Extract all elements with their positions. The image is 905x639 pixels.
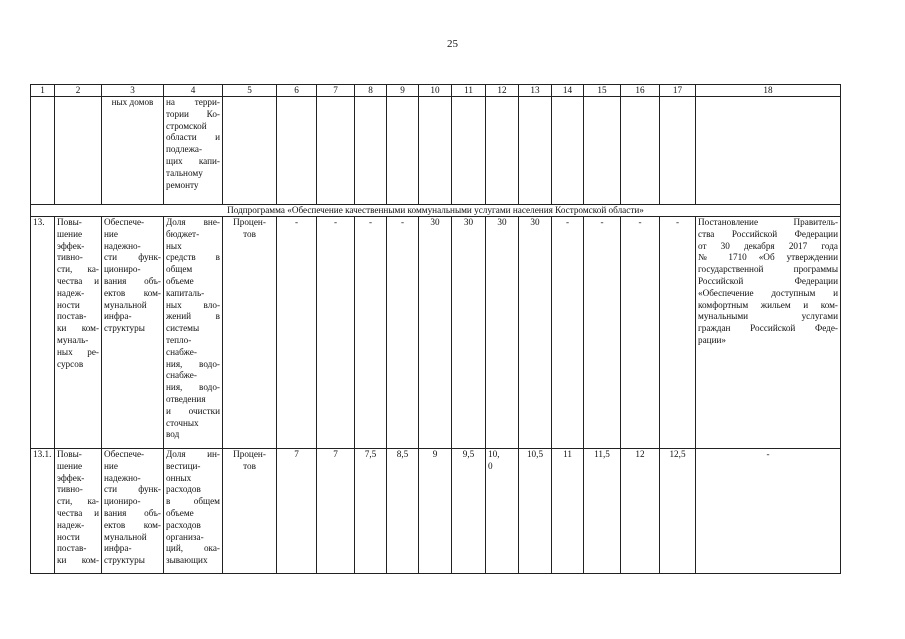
text-line: сти, ка-: [57, 264, 99, 275]
text-line: инфра-: [104, 543, 132, 554]
text-line: -: [766, 449, 770, 459]
text-line: щих капи-: [166, 155, 220, 166]
text-line: расходов: [166, 519, 201, 530]
text-line: ства Российской Федерации: [698, 228, 838, 239]
text-line: Обеспече-: [104, 217, 145, 227]
text-line: Российской Федерации: [698, 275, 838, 286]
text-line: мунальной: [104, 531, 147, 542]
text-line: рации»: [698, 334, 727, 345]
value-text: 0: [488, 460, 493, 471]
text-line: общем: [166, 264, 193, 275]
text-line: ки ком-: [57, 555, 99, 566]
value-cell: [355, 449, 387, 574]
text-line: чества и: [57, 275, 99, 286]
text-line: ности: [57, 299, 80, 310]
indicators-table: [30, 84, 841, 574]
column-number-13: 13: [519, 85, 552, 97]
text-line: мунальными услугами: [698, 311, 838, 322]
value-cell: [621, 217, 660, 449]
text-line: ния, водо-: [166, 358, 220, 369]
text-line: на терри-: [166, 97, 220, 107]
text-line: объеме: [166, 275, 194, 286]
text-line: вания объ-: [104, 507, 161, 518]
value-text: 30: [497, 217, 507, 227]
text-line: капиталь-: [166, 287, 205, 298]
text-line: ектов ком-: [104, 287, 161, 298]
text-line: жений в: [166, 311, 220, 322]
subprogram-title: Подпрограмма «Обеспечение качественными коммунальными услугами населения Костромской области»: [31, 205, 841, 217]
column-number-9: 9: [387, 85, 419, 97]
text-line: в общем: [166, 496, 220, 507]
text-line: зывающих: [166, 555, 208, 566]
value-text: -: [565, 217, 570, 227]
text-line: сурсов: [57, 358, 84, 369]
text-line: чества и: [57, 507, 99, 518]
continuation-object-cell: [102, 97, 164, 205]
text-line: государственной программы: [698, 264, 838, 275]
value-cell: [660, 217, 696, 449]
text-line: эффек-: [57, 240, 85, 251]
value-cell: [387, 217, 419, 449]
value-cell: [317, 449, 355, 574]
text-line: инфра-: [104, 311, 132, 322]
text-line: сти функ-: [104, 484, 161, 495]
text-line: тивно-: [57, 484, 83, 495]
text-line: Доля вне-: [166, 217, 220, 227]
text-line: эффек-: [57, 472, 85, 483]
text-line: Процен-: [233, 449, 266, 459]
text-line: подлежа-: [166, 144, 203, 155]
indicator-row-13: [31, 217, 841, 449]
value-text: -: [675, 217, 680, 227]
column-number-14: 14: [552, 85, 584, 97]
value-cell: [519, 449, 552, 574]
task-cell: [102, 449, 164, 574]
value-cell: [419, 217, 452, 449]
column-number-3: 3: [102, 85, 164, 97]
column-number-8: 8: [355, 85, 387, 97]
goal-cell: [55, 217, 102, 449]
text-line: структуры: [104, 323, 145, 334]
continuation-indicator-cell: [164, 97, 223, 205]
value-text: 12: [635, 449, 645, 459]
text-line: онных: [166, 472, 192, 483]
column-number-5: 5: [223, 85, 277, 97]
text-line: сточных: [166, 417, 199, 428]
text-line: тальному: [166, 167, 203, 178]
value-cell: [419, 449, 452, 574]
value-text: 9,5: [462, 449, 475, 459]
source-cell: [696, 217, 841, 449]
column-number-1: 1: [31, 85, 55, 97]
column-number-16: 16: [621, 85, 660, 97]
text-line: № 1710 «Об утверждении: [698, 252, 838, 263]
value-cell: [660, 449, 696, 574]
text-line: тивно-: [57, 252, 83, 263]
text-line: Повы-: [57, 217, 82, 227]
text-line: от 30 декабря 2017 года: [698, 240, 838, 251]
text-line: бюджет-: [166, 228, 200, 239]
value-text: 11: [563, 449, 572, 459]
text-line: области и: [166, 132, 220, 143]
text-line: надежно-: [104, 472, 141, 483]
text-line: ных: [166, 240, 182, 251]
value-cell: [584, 217, 621, 449]
value-text: 12,5: [669, 449, 686, 459]
text-line: вод: [166, 429, 180, 440]
task-cell: [102, 217, 164, 449]
column-number-10: 10: [419, 85, 452, 97]
value-text: 30: [430, 217, 440, 227]
value-text: 7: [333, 449, 338, 459]
value-cell: [621, 449, 660, 574]
text-line: вания объ-: [104, 275, 161, 286]
value-text: 8,5: [396, 449, 409, 459]
value-cell: [387, 449, 419, 574]
text-line: надеж-: [57, 287, 85, 298]
value-text: 7: [294, 449, 299, 459]
page-number: 25: [447, 38, 458, 50]
text-line: организа-: [166, 531, 204, 542]
value-cell: [486, 217, 519, 449]
text-line: сти, ка-: [57, 496, 99, 507]
value-cell: [519, 217, 552, 449]
row-number: 13.: [31, 217, 55, 449]
text-line: «Обеспечение доступным и: [698, 287, 838, 298]
text-line: ций, ока-: [166, 543, 220, 554]
goal-cell: [55, 449, 102, 574]
text-line: расходов: [166, 484, 201, 495]
column-number-2: 2: [55, 85, 102, 97]
header-row: [31, 85, 841, 97]
text-line: мунальной: [104, 299, 147, 310]
text-line: тов: [243, 228, 256, 239]
value-text: 10,: [488, 449, 500, 459]
text-line: сти функ-: [104, 252, 161, 263]
column-number-11: 11: [452, 85, 486, 97]
text-line: граждан Российской Феде-: [698, 323, 838, 334]
column-number-15: 15: [584, 85, 621, 97]
text-line: ремонту: [166, 179, 199, 190]
text-line: ки ком-: [57, 323, 99, 334]
text-line: стромской: [166, 120, 207, 131]
text-line: средств в: [166, 252, 220, 263]
text-line: ности: [57, 531, 80, 542]
column-number-6: 6: [277, 85, 317, 97]
value-text: -: [333, 217, 338, 227]
text-line: надежно-: [104, 240, 141, 251]
text-line: постав-: [57, 311, 87, 322]
value-text: -: [294, 217, 299, 227]
value-cell: [317, 217, 355, 449]
text-line: тепло-: [166, 334, 192, 345]
text-line: снабже-: [166, 346, 197, 357]
text-line: ных вло-: [166, 299, 220, 310]
value-cell: [277, 217, 317, 449]
value-cell: [355, 217, 387, 449]
column-number-12: 12: [486, 85, 519, 97]
text-line: отведения: [166, 393, 206, 404]
value-text: -: [638, 217, 642, 227]
text-line: Обеспече-: [104, 449, 145, 459]
subprogram-row: [31, 205, 841, 217]
value-text: -: [600, 217, 604, 227]
text-line: комфортным жильем и ком-: [698, 299, 838, 310]
row-number: 13.1.: [31, 449, 55, 574]
text-line: структуры: [104, 555, 145, 566]
text-line: ных домов: [111, 97, 154, 107]
value-cell: [277, 449, 317, 574]
text-line: Повы-: [57, 449, 82, 459]
unit-cell: [223, 217, 277, 449]
text-line: тов: [243, 460, 256, 471]
text-line: объеме: [166, 507, 194, 518]
value-text: -: [400, 217, 405, 227]
unit-cell: [223, 449, 277, 574]
text-line: вестици-: [166, 460, 201, 471]
value-text: 7,5: [364, 449, 377, 459]
column-number-7: 7: [317, 85, 355, 97]
value-text: 9: [432, 449, 438, 459]
text-line: тории Ко-: [166, 108, 220, 119]
source-cell: [696, 449, 841, 574]
text-line: ния, водо-: [166, 382, 220, 393]
text-line: Процен-: [233, 217, 266, 227]
text-line: циониро-: [104, 496, 141, 507]
value-text: 30: [463, 217, 474, 227]
text-line: Доля ин-: [166, 449, 220, 459]
value-cell: [552, 449, 584, 574]
value-text: 30: [530, 217, 540, 227]
column-number-4: 4: [164, 85, 223, 97]
text-line: системы: [166, 323, 200, 334]
value-cell: [452, 449, 486, 574]
column-number-17: 17: [660, 85, 696, 97]
indicator-row-13-1: [31, 449, 841, 574]
text-line: и очистки: [166, 405, 220, 416]
text-line: ектов ком-: [104, 519, 161, 530]
text-line: муналь-: [57, 334, 89, 345]
text-line: ние: [104, 460, 118, 471]
text-line: надеж-: [57, 519, 85, 530]
column-number-18: 18: [696, 85, 841, 97]
text-line: снабже-: [166, 370, 197, 381]
value-text: 11,5: [594, 449, 610, 459]
value-text: -: [368, 217, 373, 227]
text-line: постав-: [57, 543, 87, 554]
text-line: шение: [57, 460, 83, 471]
continuation-row: [31, 97, 841, 205]
indicator-cell: [164, 449, 223, 574]
value-cell: [552, 217, 584, 449]
indicator-cell: [164, 217, 223, 449]
value-text: 10,5: [526, 449, 544, 459]
text-line: ных ре-: [57, 346, 99, 357]
value-cell: [584, 449, 621, 574]
text-line: ние: [104, 228, 118, 239]
text-line: Постановление Правитель-: [698, 217, 838, 227]
value-cell: [452, 217, 486, 449]
value-cell: [486, 449, 519, 574]
text-line: циониро-: [104, 264, 141, 275]
text-line: шение: [57, 228, 83, 239]
